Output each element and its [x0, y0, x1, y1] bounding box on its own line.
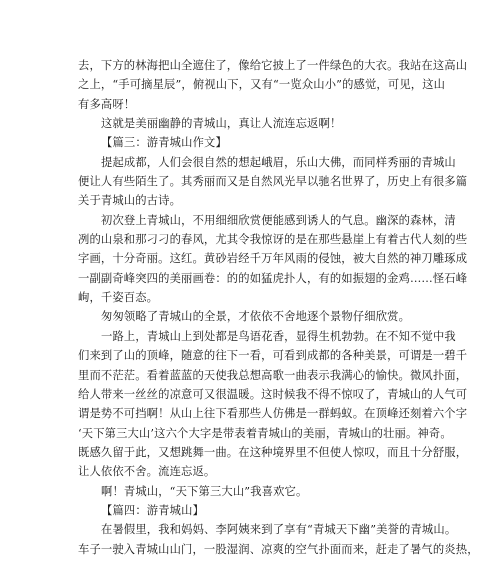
text-line: 给人带来一丝丝的凉意可又很温暖。这时候我不得不惊叹了，青城山的人气可: [78, 387, 468, 401]
text-line: 字画，十分奇丽。这红。黄砂岩经千万年风雨的侵蚀，被大自然的神刀雕琢成: [78, 252, 468, 266]
text-line: 峋，千姿百态。: [78, 291, 159, 305]
text-line: 初次登上青城山，不用细细欣赏便能感到诱人的气息。幽深的森林，清: [101, 213, 456, 227]
text-line: 匆匆领略了青城山的全景，才依依不舍地逐个景物仔细欣赏。: [101, 310, 411, 324]
text-line: 冽的山泉和那刁刁的春风，尤其令我惊讶的是在那些悬崖上有着古代人刻的些: [78, 233, 468, 247]
text-line: 一副副奇峰突四的美丽画卷：的的如猛虎扑人，有的如振翅的金鸡……怪石峰: [78, 271, 468, 285]
text-line: 有多高呀！: [78, 97, 136, 111]
text-line: 们来到了山的顶峰，随意的往下一看，可看到成都的各种美景，可谓是一碧千: [78, 349, 468, 363]
text-line: 【篇三：游青城山作文】: [101, 136, 227, 150]
text-line: 之上，“手可摘星辰”，俯视山下，又有“一览众山小”的感觉，可见，这山: [78, 78, 446, 92]
text-line: 提起成都，人们会很自然的想起峨眉，乐山大佛，而同样秀丽的青城山: [101, 155, 456, 169]
text-line: 啊！青城山，“天下第三大山”我喜欢它。: [101, 484, 308, 498]
text-line: 【篇四：游青城山】: [101, 503, 205, 517]
text-line: 在暑假里，我和妈妈、李阿姨来到了享有“青城天下幽”美誉的青城山。: [101, 523, 457, 537]
text-line: 这就是美丽幽静的青城山，真让人流连忘返啊！: [101, 117, 342, 131]
text-line: ‘天下第三大山’这六个大字是带表着青城山的美丽，青城山的壮丽。神奇。: [78, 426, 452, 440]
text-line: 去，下方的林海把山全遮住了，像给它披上了一件绿色的大衣。我站在这高山: [78, 59, 468, 72]
text-line: 关于青城山的古诗。: [78, 194, 182, 208]
text-line: 一路上，青城山上到处都是鸟语花香，显得生机勃勃。在不知不觉中我: [101, 329, 456, 343]
document-body: [78, 56, 479, 559]
text-line: 里而不茫茫。看着蓝蓝的天使我总想高歌一曲表示我满心的愉快。微风扑面，: [78, 368, 468, 382]
text-line: 让人依依不舍。流连忘返。: [78, 465, 216, 479]
text-line: 车子一驶入青城山山门，一股湿润、凉爽的空气扑面而来，赶走了暑气的炎热，: [78, 542, 479, 556]
text-line: 既感久留于此，又想跳舞一曲。在这种境界里不但使人惊叹，而且十分舒服，: [78, 445, 468, 459]
text-line: 便让人有些陌生了。其秀丽而又是自然风光早以驰名世界了，历史上有很多篇: [78, 175, 468, 189]
text-line: 谓是势不可挡啊！从山上往下看那些人仿佛是一群蚂蚁。在顶峰还刻着六个字: [78, 407, 468, 421]
